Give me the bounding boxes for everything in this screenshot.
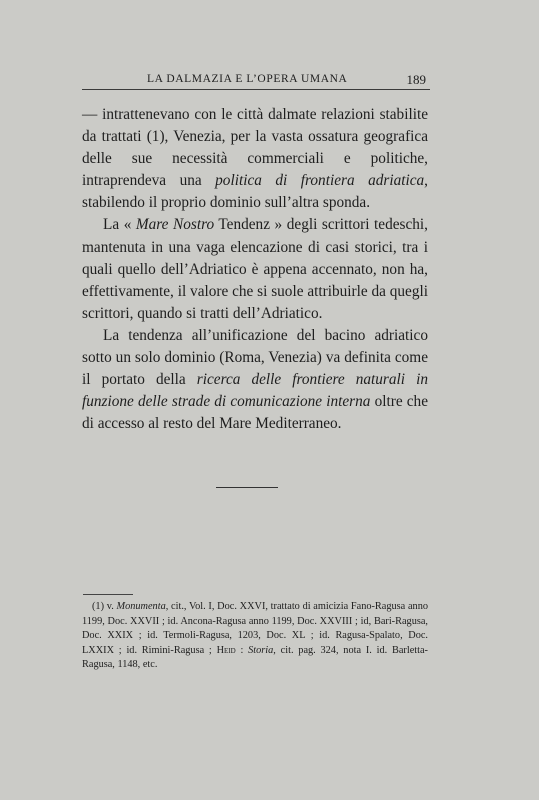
footnote bbox=[82, 600, 428, 673]
footnote-italic-monumenta: Monumenta bbox=[116, 601, 166, 612]
paragraph-2-italic: Mare Nostro bbox=[135, 216, 215, 234]
paragraph-3-italic: ricerca delle frontiere naturali in funzione delle strade di comunicazione interna bbox=[82, 371, 428, 411]
footnote-text-c: : bbox=[235, 644, 249, 656]
paragraph-3-text-b: oltre che di accesso al resto del Mare Mediterraneo. bbox=[82, 393, 428, 433]
running-title: LA DALMAZIA E L’OPERA UMANA bbox=[147, 73, 348, 85]
paragraph-1-italic: politica di frontiera adriatica bbox=[215, 172, 425, 190]
page-number: 189 bbox=[406, 72, 426, 87]
paragraph-3 bbox=[82, 325, 428, 435]
section-divider bbox=[216, 487, 278, 488]
footnote-text-d: , cit. pag. 324, nota I. id. Barletta-Ragusa, 1148, etc. bbox=[82, 644, 428, 671]
footnote-author-heid: Heid bbox=[216, 644, 236, 656]
paragraph-2 bbox=[82, 214, 428, 324]
paragraph-2-text-b: Tendenz » degli scrittori tedeschi, mantenuta in una vaga elencazione di casi storici, tra i quali quello dell’Adriatico è appena accennato, non ha, effettivamente, il valore che si suole attribuirle da quegli scrittori, quando si tratti dell’Adriatico. bbox=[82, 216, 428, 322]
footnote-italic-storia: Storia bbox=[248, 644, 274, 656]
body-text bbox=[82, 104, 428, 435]
paragraph-3-text-a: La tendenza all’unificazione del bacino adriatico sotto un solo dominio (Roma, Venezia) va definita come il portato della bbox=[82, 326, 428, 389]
paragraph-1-text-a: — intrattenevano con le città dalmate relazioni stabilite da trattati (1), Venezia, per la vasta ossatura geografica delle sue necessità commerciali e politiche, intraprendeva una bbox=[82, 106, 428, 190]
paragraph-1 bbox=[82, 104, 428, 214]
footnote-rule bbox=[83, 594, 133, 595]
footnote-text-b: , cit., Vol. I, Doc. XXVI, trattato di amicizia Fano-Ragusa anno 1199, Doc. XXVII ; id. Ancona-Ragusa anno 1199, Doc. XXVIII ; id, Bari-Ragusa, Doc. XXIX ; id. Termoli-Ragusa, 1203, Doc. XL ; id. Ragusa-Spalato, Doc. LXXIX ; id. Rimini-Ragusa ; bbox=[82, 601, 428, 656]
paragraph-2-text-a: La « bbox=[103, 216, 136, 234]
paragraph-1-text-b: , stabilendo il proprio dominio sull’altra sponda. bbox=[82, 172, 428, 212]
page-header bbox=[82, 71, 430, 90]
footnote-text-a: (1) v. bbox=[92, 601, 117, 612]
